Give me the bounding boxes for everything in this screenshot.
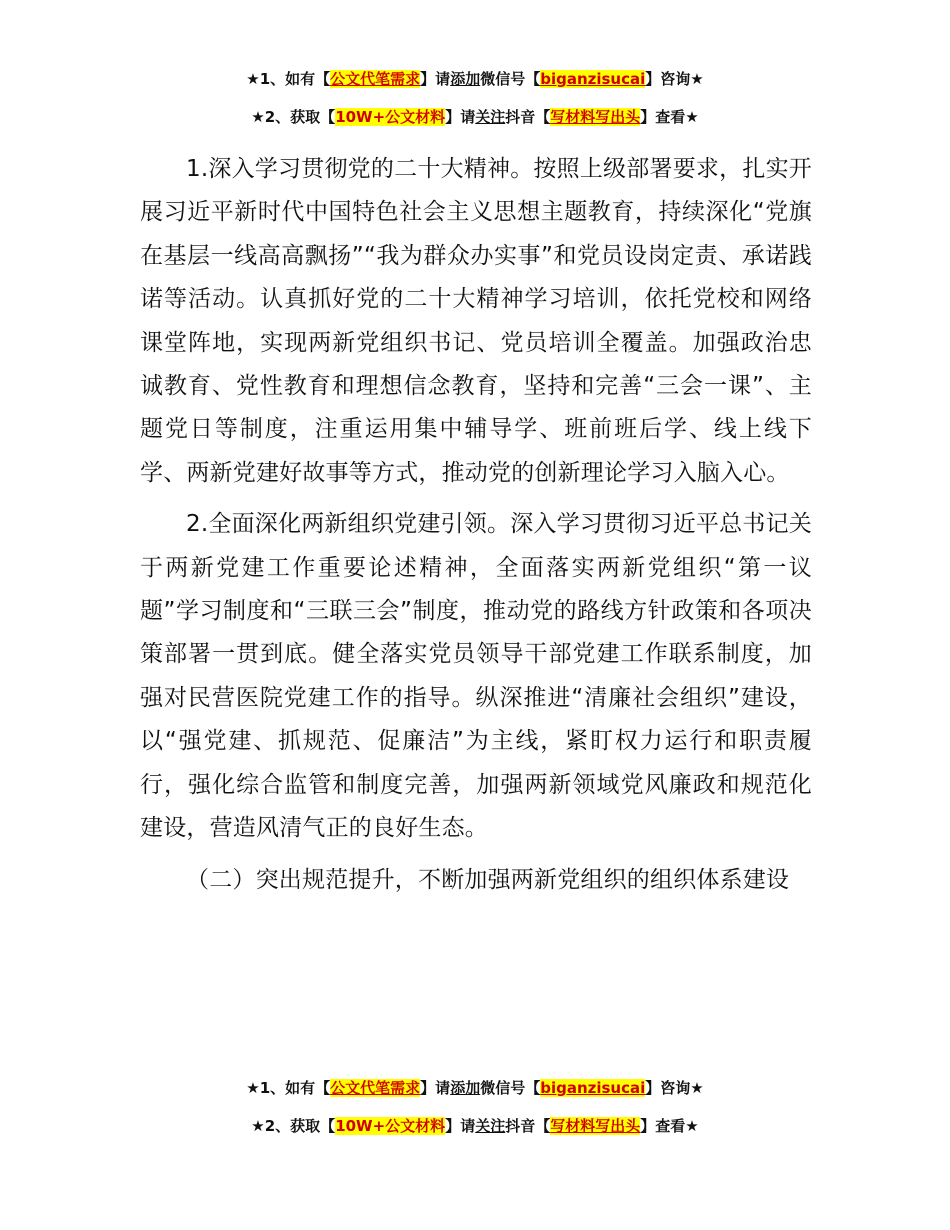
promo-text: 抖音【	[505, 1117, 551, 1135]
top-promo-line-1	[0, 68, 950, 90]
promo-text: 】请	[420, 1079, 451, 1097]
promo-douyin-id: 写材料写出头	[550, 1117, 641, 1135]
promo-highlight: 公文代笔需求	[330, 70, 421, 88]
promo-text: 】请	[445, 108, 476, 126]
promo-underline: 添加	[450, 70, 481, 88]
promo-text: 】请	[420, 70, 451, 88]
promo-wechat-id: biganzisucai	[540, 1079, 646, 1097]
promo-text: 】咨询★	[645, 70, 704, 88]
promo-highlight: 10W+公文材料	[335, 1117, 446, 1135]
promo-text: 微信号【	[480, 70, 541, 88]
promo-text: ★2、获取【	[251, 1117, 336, 1135]
promo-text: 】查看★	[640, 1117, 699, 1135]
document-body	[140, 148, 812, 910]
promo-text: 】请	[445, 1117, 476, 1135]
promo-underline: 关注	[475, 1117, 506, 1135]
top-promo-line-2	[0, 106, 950, 128]
promo-highlight: 公文代笔需求	[330, 1079, 421, 1097]
paragraph: 2.全面深化两新组织党建引领。深入学习贯彻习近平总书记关于两新党建工作重要论述精神，全面落实两新党组织“第一议题”学习制度和“三联三会”制度，推动党的路线方针政策和各项决策部署一贯到底。健全落实党员领导干部党建工作联系制度，加强对民营医院党建工作的指导。纵深推进“清廉社会组织”建设，以“强党建、抓规范、促廉洁”为主线，紧盯权力运行和职责履行，强化综合监管和制度完善，加强两新领域党风廉政和规范化建设，营造风清气正的良好生态。	[140, 511, 812, 842]
promo-text: ★2、获取【	[251, 108, 336, 126]
promo-underline: 添加	[450, 1079, 481, 1097]
bottom-promo-line-2	[0, 1115, 950, 1137]
promo-text: 】咨询★	[645, 1079, 704, 1097]
bottom-promo-line-1	[0, 1077, 950, 1099]
promo-text: ★1、如有【	[246, 70, 331, 88]
promo-underline: 关注	[475, 108, 506, 126]
promo-text: 微信号【	[480, 1079, 541, 1097]
promo-text: 】查看★	[640, 108, 699, 126]
paragraph: 1.深入学习贯彻党的二十大精神。按照上级部署要求，扎实开展习近平新时代中国特色社会主义思想主题教育，持续深化“党旗在基层一线高高飘扬”“我为群众办实事”和党员设岗定责、承诺践诺等活动。认真抓好党的二十大精神学习培训，依托党校和网络课堂阵地，实现两新党组织书记、党员培训全覆盖。加强政治忠诚教育、党性教育和理想信念教育，坚持和完善“三会一课”、主题党日等制度，注重运用集中辅导学、班前班后学、线上线下学、两新党建好故事等方式，推动党的创新理论学习入脑入心。	[140, 156, 812, 486]
promo-text: ★1、如有【	[246, 1079, 331, 1097]
promo-douyin-id: 写材料写出头	[550, 108, 641, 126]
promo-highlight: 10W+公文材料	[335, 108, 446, 126]
promo-wechat-id: biganzisucai	[540, 70, 646, 88]
promo-text: 抖音【	[505, 108, 551, 126]
section-heading: （二）突出规范提升，不断加强两新党组织的组织体系建设	[186, 866, 790, 893]
